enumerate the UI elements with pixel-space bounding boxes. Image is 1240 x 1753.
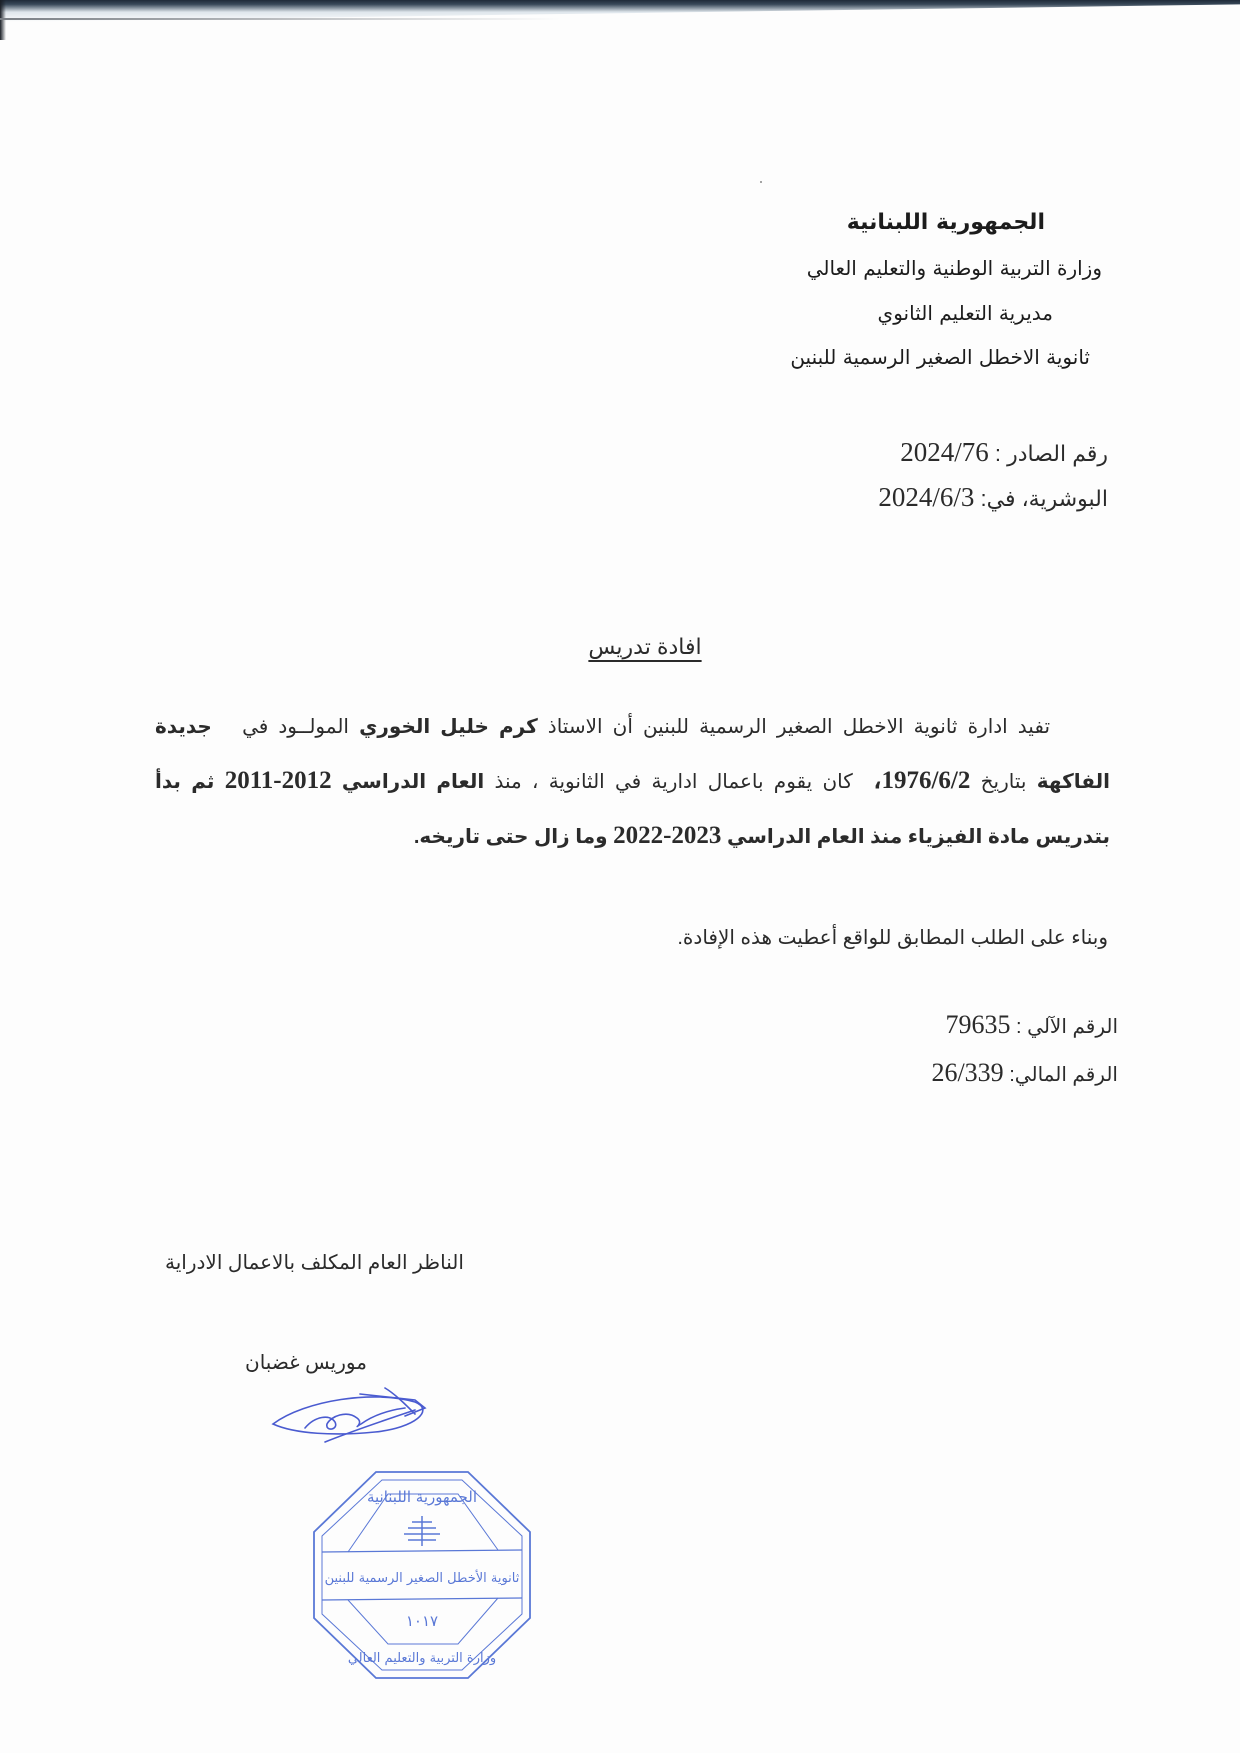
- stamp-center-text: ثانوية الأخطل الصغير الرسمية للبنين: [324, 1571, 520, 1586]
- official-stamp: [308, 1466, 536, 1684]
- outgoing-number: 2024/76: [900, 437, 989, 467]
- cedar-icon: [404, 1516, 440, 1546]
- auto-number-label: الرقم الآلي :: [1016, 1016, 1118, 1038]
- certificate-body: [155, 700, 1110, 864]
- until-now-text: وما زال حتى تاريخه.: [413, 826, 608, 848]
- financial-number-line: [931, 1058, 1118, 1088]
- on-date-label: بتاريخ: [980, 771, 1027, 793]
- teacher-first-name: كرم: [498, 716, 538, 738]
- teaching-phrase: بدأ بتدريس مادة الفيزياء منذ العام الدراسي: [155, 771, 1110, 848]
- school-year-label-1: العام الدراسي: [341, 771, 485, 793]
- letterhead-country: الجمهورية اللبنانية: [846, 210, 1045, 235]
- signatory-name: موريس غضبان: [245, 1352, 367, 1374]
- closing-statement: وبناء على الطلب المطابق للواقع أعطيت هذه الإفادة.: [677, 927, 1108, 949]
- letterhead-school: ثانوية الاخطل الصغير الرسمية للبنين: [790, 345, 1090, 369]
- document-title: [0, 634, 1240, 660]
- stamp-number: ١٠١٧: [405, 1612, 439, 1630]
- body-intro: تفيد ادارة ثانوية الاخطل الصغير الرسمية للبنين أن الاستاذ: [547, 716, 1051, 738]
- scan-edge-line: [0, 18, 560, 20]
- teaching-years: 2022-2023: [613, 822, 722, 849]
- birthplace: جديدة الفاكهة: [155, 716, 1110, 793]
- letterhead-directorate: مديرية التعليم الثانوي: [877, 301, 1053, 325]
- financial-number-label: الرقم المالي:: [1009, 1064, 1118, 1086]
- admin-years: 2011-2012: [224, 767, 332, 794]
- born-in-text: المولــود في: [242, 716, 349, 738]
- scan-shadow-left: [0, 0, 6, 40]
- handwritten-signature: [265, 1380, 435, 1455]
- stamp-bottom-text: وزارة التربية والتعليم العالي: [347, 1651, 497, 1666]
- outgoing-number-line: [900, 437, 1108, 468]
- stamp-top-text: الجمهورية اللبنانية: [366, 1488, 478, 1506]
- admin-work-text: كان يقوم باعمال ادارية في الثانوية ، منذ: [494, 771, 853, 793]
- document-date: 2024/6/3: [878, 482, 975, 512]
- teacher-surname: خليل الخوري: [359, 716, 489, 738]
- outgoing-label: رقم الصادر :: [994, 441, 1108, 466]
- then-text: ثم: [191, 771, 215, 793]
- birth-date: 1976/6/2،: [873, 767, 971, 794]
- letterhead-ministry: وزارة التربية الوطنية والتعليم العالي: [806, 256, 1102, 280]
- place-date-line: [878, 482, 1108, 513]
- auto-number: 79635: [945, 1010, 1011, 1039]
- auto-number-line: [945, 1010, 1118, 1040]
- document-title-text: افادة تدريس: [588, 634, 702, 659]
- scan-speck: [760, 181, 762, 183]
- signatory-title: الناظر العام المكلف بالاعمال الادراية: [165, 1252, 464, 1274]
- place-date-label: البوشرية، في:: [980, 486, 1108, 511]
- financial-number: 26/339: [931, 1058, 1004, 1087]
